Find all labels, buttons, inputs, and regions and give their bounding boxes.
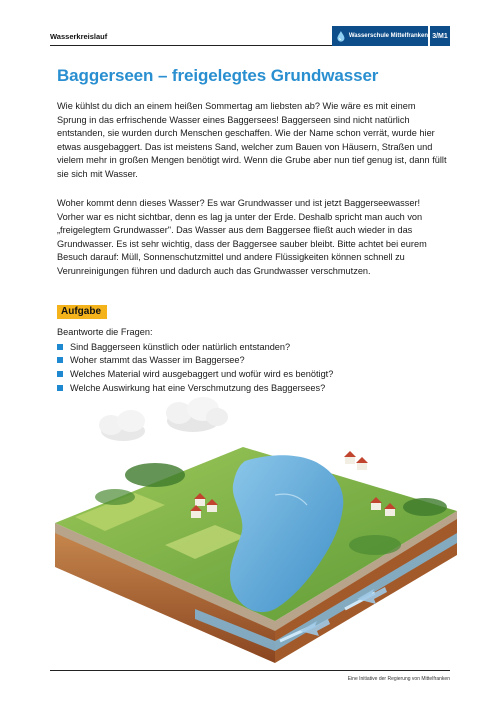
footer-divider	[50, 670, 450, 671]
water-drop-logo-icon	[336, 28, 346, 44]
cloud-icon	[99, 410, 145, 441]
question-text: Woher stammt das Wasser im Baggersee?	[70, 355, 245, 366]
header-divider	[50, 45, 332, 46]
intro-paragraph: Wie kühlst du dich an einem heißen Sommertag am liebsten ab? Wie wäre es mit einem Sprung in das erfrischende Wasser eines Baggersees! Baggerseen sind nicht natürlich entstanden, sie wurden durch Menschen geschaffen. Wie der Name schon verrät, wurde hier etwas ausgebaggert. Das ist meistens Sand, welcher zum Bauen von Häusern, Straßen und vielem mehr in großen Mengen benötigt wird. Wenn die Grube aber nun tief genug ist, dann füllt sie sich mit Wasser.	[57, 101, 447, 179]
question-list	[57, 340, 447, 394]
quarry-lake-illustration	[45, 395, 465, 665]
task-badge: Aufgabe	[57, 305, 107, 319]
question-text: Welches Material wird ausgebaggert und wofür wird es benötigt?	[70, 368, 334, 379]
task-intro: Beantworte die Fragen:	[57, 327, 153, 337]
footer-credit: Eine Initiative der Regierung von Mittelfranken	[347, 676, 450, 682]
square-bullet-icon	[57, 344, 63, 350]
question-text: Welche Auswirkung hat eine Verschmutzung des Baggersees?	[70, 382, 326, 393]
village-icon	[344, 451, 368, 470]
list-item	[57, 367, 447, 381]
square-bullet-icon	[57, 357, 63, 363]
section-title: Wasserkreislauf	[50, 32, 108, 41]
square-bullet-icon	[57, 371, 63, 377]
list-item	[57, 381, 447, 395]
groundwater-paragraph: Woher kommt denn dieses Wasser? Es war Grundwasser und ist jetzt Baggerseewasser! Vorher war es nicht sichtbar, denn es lag ja unter der Erde. Deshalb spricht man auch von „freigelegtem Grundwasser". Das Wasser aus dem Baggersee fließt auch wieder in das Grundwasser. Es ist sehr wichtig, dass der Baggersee sauber bleibt. Bitte achtet bei eurem Besuch darauf: Müll, Sonnenschutzmittel und andere Flüssigkeiten können schnell zu Verunreinigungen führen und dadurch auch das Grundwasser verschmutzen.	[57, 198, 427, 276]
page-header	[50, 26, 450, 48]
question-text: Sind Baggerseen künstlich oder natürlich entstanden?	[70, 341, 291, 352]
square-bullet-icon	[57, 385, 63, 391]
page-code: 3/M1	[430, 26, 450, 46]
page-title: Baggerseen – freigelegtes Grundwasser	[57, 66, 379, 85]
brand-name: Wasserschule Mittelfranken	[348, 33, 428, 39]
cloud-icon	[166, 397, 228, 432]
list-item	[57, 354, 447, 368]
brand-banner	[332, 26, 428, 46]
list-item	[57, 340, 447, 354]
